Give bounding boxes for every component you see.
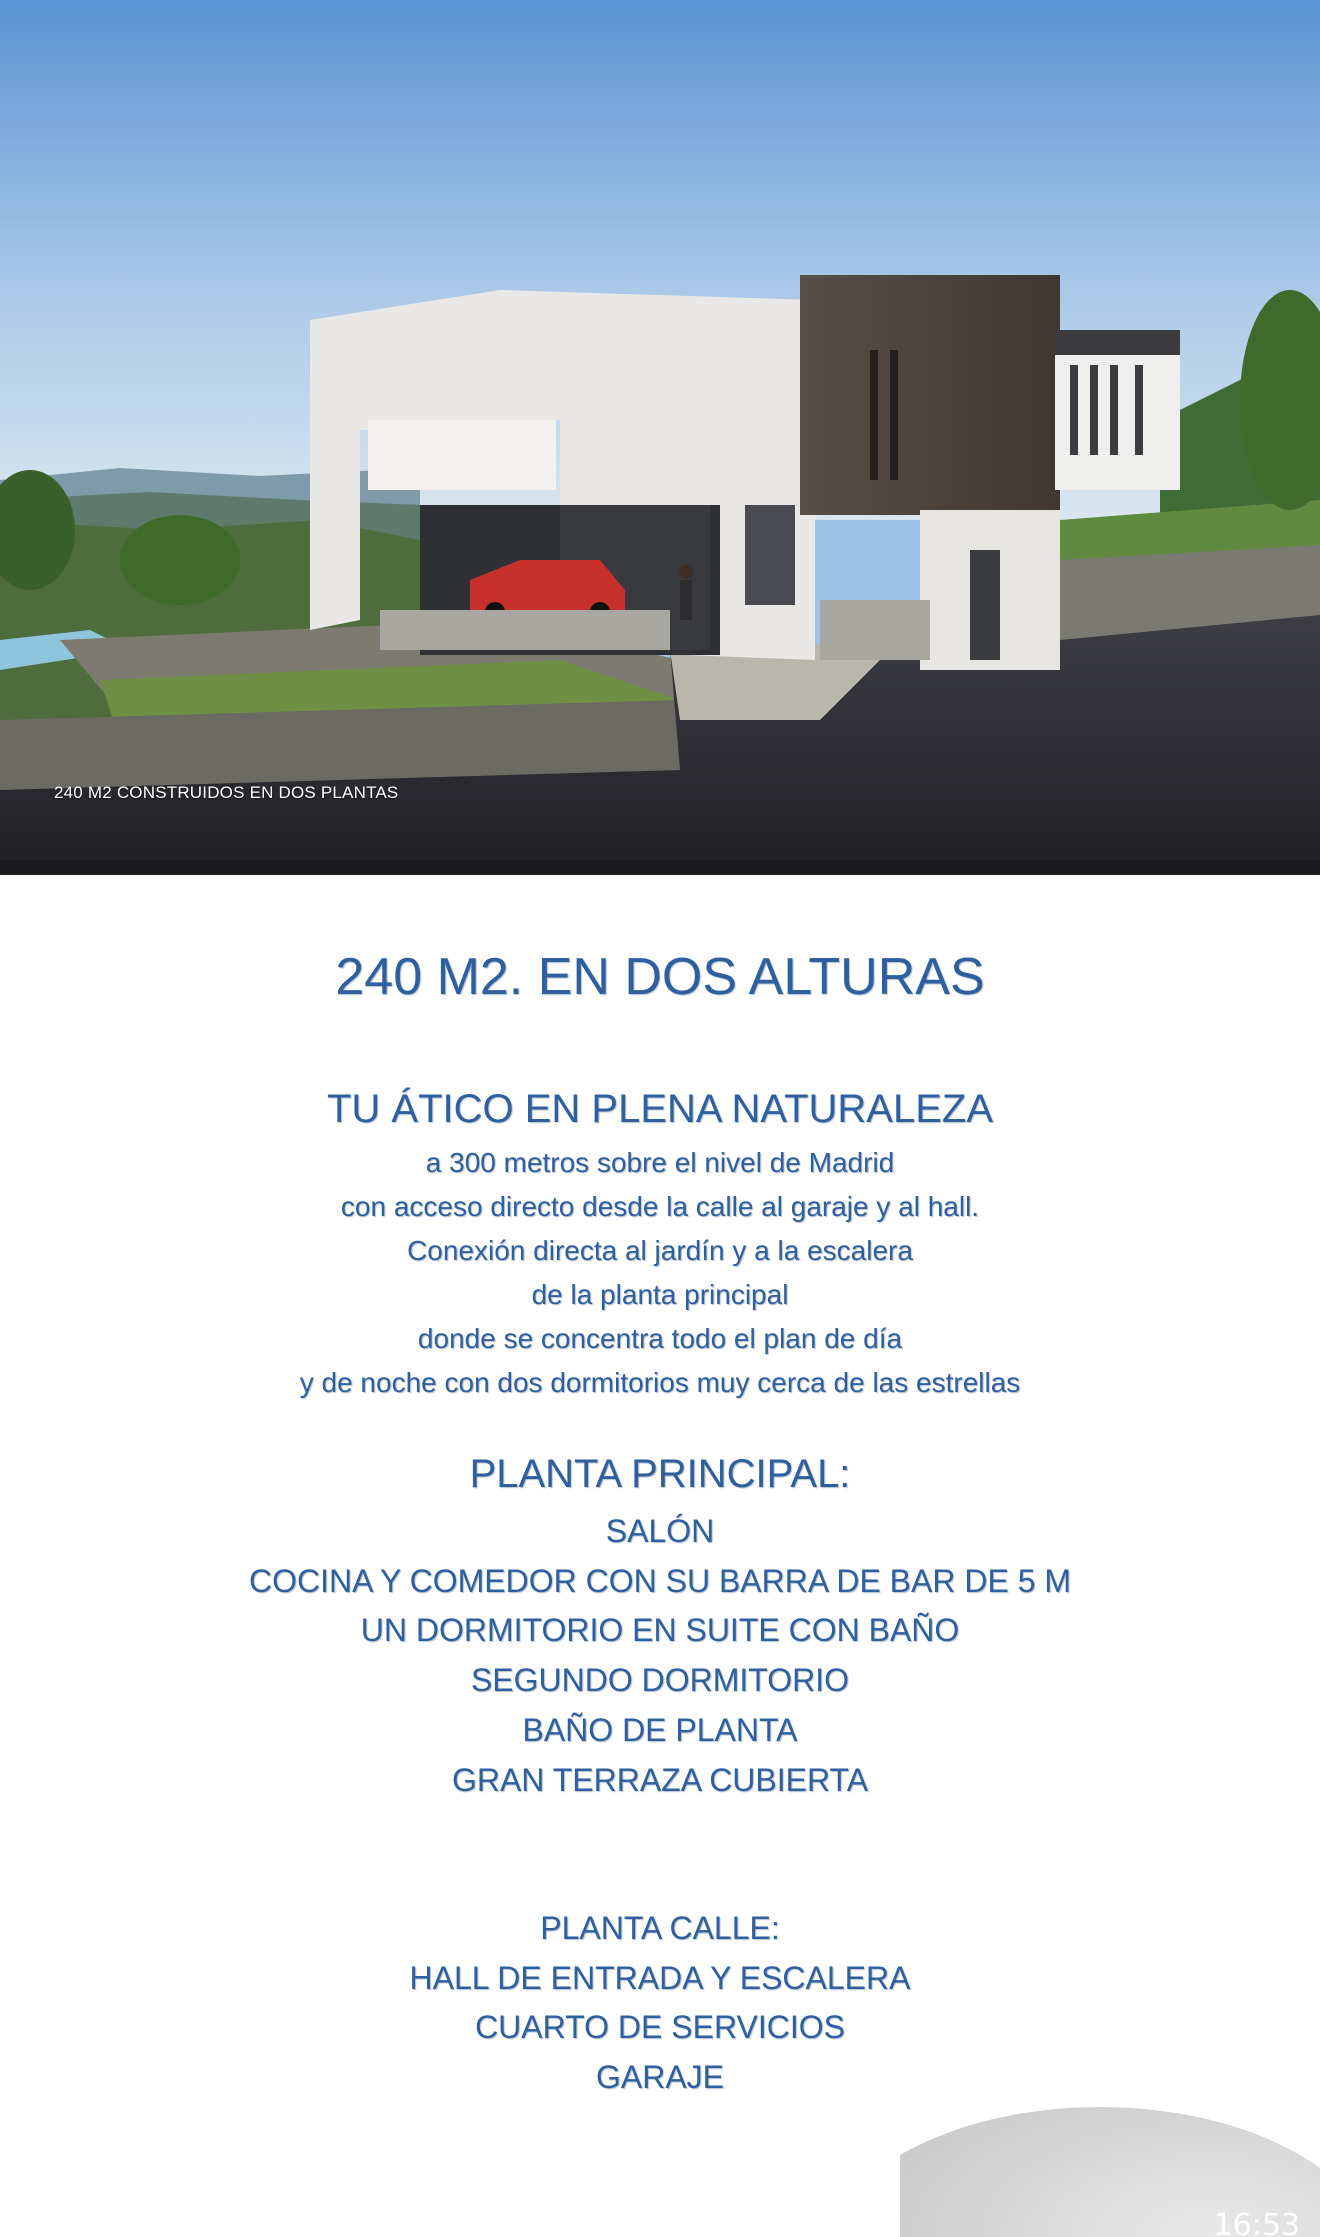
intro-line: Conexión directa al jardín y a la escalera [407,1235,913,1266]
intro-line: a 300 metros sobre el nivel de Madrid [425,1147,895,1178]
planta-principal-item: GRAN TERRAZA CUBIERTA [451,1762,869,1798]
page-curl [900,2097,1320,2237]
planta-principal-item: SEGUNDO DORMITORIO [470,1662,850,1698]
planta-principal-item: COCINA Y COMEDOR CON SU BARRA DE BAR DE 5 M [248,1563,1072,1599]
intro-line: de la planta principal [531,1279,789,1310]
planta-principal-title: PLANTA PRINCIPAL: [469,1452,851,1496]
intro-line: y de noche con dos dormitorios muy cerca de las estrellas [299,1367,1021,1398]
intro-title: TU ÁTICO EN PLENA NATURALEZA [326,1087,994,1131]
hero-image [0,0,1320,875]
planta-calle-item: GARAJE [595,2059,725,2095]
planta-calle-item: CUARTO DE SERVICIOS [475,2009,845,2045]
planta-calle-title: PLANTA CALLE: [540,1910,780,1946]
planta-principal-item: BAÑO DE PLANTA [522,1712,798,1748]
status-time: 16:53 [1213,2208,1300,2237]
planta-principal-item: SALÓN [605,1513,715,1549]
main-heading: 240 M2. EN DOS ALTURAS [335,948,985,1006]
house-rendering [0,0,1320,875]
intro-line: con acceso directo desde la calle al garaje y al hall. [340,1191,980,1222]
planta-calle-item: HALL DE ENTRADA Y ESCALERA [409,1960,911,1996]
hero-caption: 240 M2 CONSTRUIDOS EN DOS PLANTAS [54,783,399,802]
intro-line: donde se concentra todo el plan de día [417,1323,903,1354]
planta-principal-item: UN DORMITORIO EN SUITE CON BAÑO [360,1612,960,1648]
